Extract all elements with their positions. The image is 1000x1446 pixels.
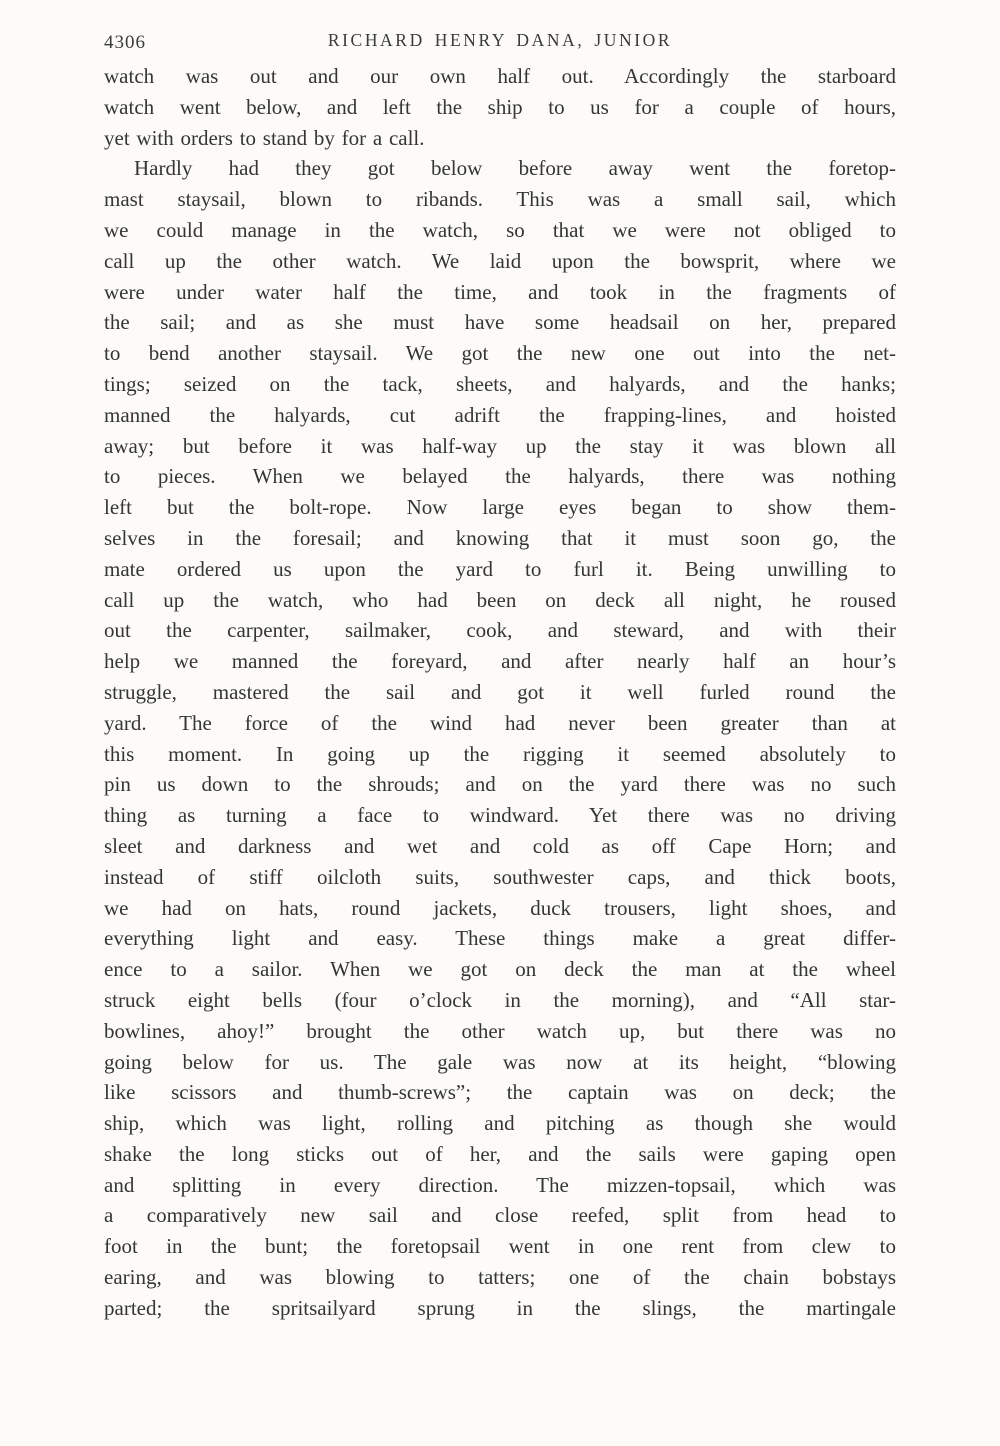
text-line: out the carpenter, sailmaker, cook, and steward, and with their (104, 618, 896, 643)
text-line: earing, and was blowing to tatters; one of the chain bobstays (104, 1265, 896, 1290)
text-line: mast staysail, blown to ribands. This was a small sail, which (104, 187, 896, 212)
text-line: pin us down to the shrouds; and on the yard there was no such (104, 772, 896, 797)
text-line: we had on hats, round jackets, duck trousers, light shoes, and (104, 895, 896, 920)
text-line: were under water half the time, and took in the fragments of (104, 279, 896, 304)
text-line: going below for us. The gale was now at its height, “blowing (104, 1049, 896, 1074)
text-line: struggle, mastered the sail and got it well furled round the (104, 679, 896, 704)
text-line: left but the bolt-rope. Now large eyes began to show them- (104, 495, 896, 520)
text-line: mate ordered us upon the yard to furl it. Being unwilling to (104, 556, 896, 581)
paragraph (104, 61, 896, 153)
text-line: shake the long sticks out of her, and the sails were gaping open (104, 1141, 896, 1166)
text-line: and splitting in every direction. The mizzen-topsail, which was (104, 1172, 896, 1197)
text-line: Hardly had they got below before away went the foretop- (134, 156, 896, 181)
text-line: like scissors and thumb-screws”; the captain was on deck; the (104, 1080, 896, 1105)
text-line: help we manned the foreyard, and after nearly half an hour’s (104, 649, 896, 674)
page-number: 4306 (104, 32, 146, 53)
running-header: RICHARD HENRY DANA, JUNIOR (327, 30, 673, 50)
text-line: call up the watch, who had been on deck all night, he roused (104, 587, 896, 612)
text-line: ence to a sailor. When we got on deck the man at the wheel (104, 957, 896, 982)
text-line: instead of stiff oilcloth suits, southwester caps, and thick boots, (104, 864, 896, 889)
text-line: tings; seized on the tack, sheets, and halyards, and the hanks; (104, 371, 896, 396)
text-line: watch was out and our own half out. Accordingly the starboard (104, 64, 896, 88)
text-line: this moment. In going up the rigging it seemed absolutely to (104, 741, 896, 766)
text-line: parted; the spritsailyard sprung in the slings, the martingale (104, 1295, 896, 1320)
text-line: to pieces. When we belayed the halyards, there was nothing (104, 464, 896, 489)
text-line: to bend another staysail. We got the new one out into the net- (104, 341, 896, 366)
text-line: a comparatively new sail and close reefed, split from head to (104, 1203, 896, 1228)
page-header (104, 24, 896, 58)
text-line: bowlines, ahoy!” brought the other watch up, but there was no (104, 1018, 896, 1043)
text-line: thing as turning a face to windward. Yet there was no driving (104, 803, 896, 828)
text-line: selves in the foresail; and knowing that it must soon go, the (104, 525, 896, 550)
paragraph (104, 153, 896, 1323)
text-line: we could manage in the watch, so that we were not obliged to (104, 217, 896, 242)
text-line: manned the halyards, cut adrift the frapping-lines, and hoisted (104, 402, 896, 427)
text-line: sleet and darkness and wet and cold as off Cape Horn; and (104, 833, 896, 858)
text-line: yet with orders to stand by for a call. (104, 125, 425, 150)
text-line: foot in the bunt; the foretopsail went in one rent from clew to (104, 1234, 896, 1259)
text-line: call up the other watch. We laid upon the bowsprit, where we (104, 248, 896, 273)
text-line: watch went below, and left the ship to us for a couple of hours, (104, 94, 896, 119)
text-line: everything light and easy. These things make a great differ- (104, 926, 896, 951)
text-line: yard. The force of the wind had never been greater than at (104, 710, 896, 735)
text-line: ship, which was light, rolling and pitching as though she would (104, 1111, 896, 1136)
text-line: struck eight bells (four o’clock in the morning), and “All star- (104, 987, 896, 1012)
page-body (104, 61, 896, 1324)
text-line: the sail; and as she must have some headsail on her, prepared (104, 310, 896, 335)
text-line: away; but before it was half-way up the stay it was blown all (104, 433, 896, 458)
